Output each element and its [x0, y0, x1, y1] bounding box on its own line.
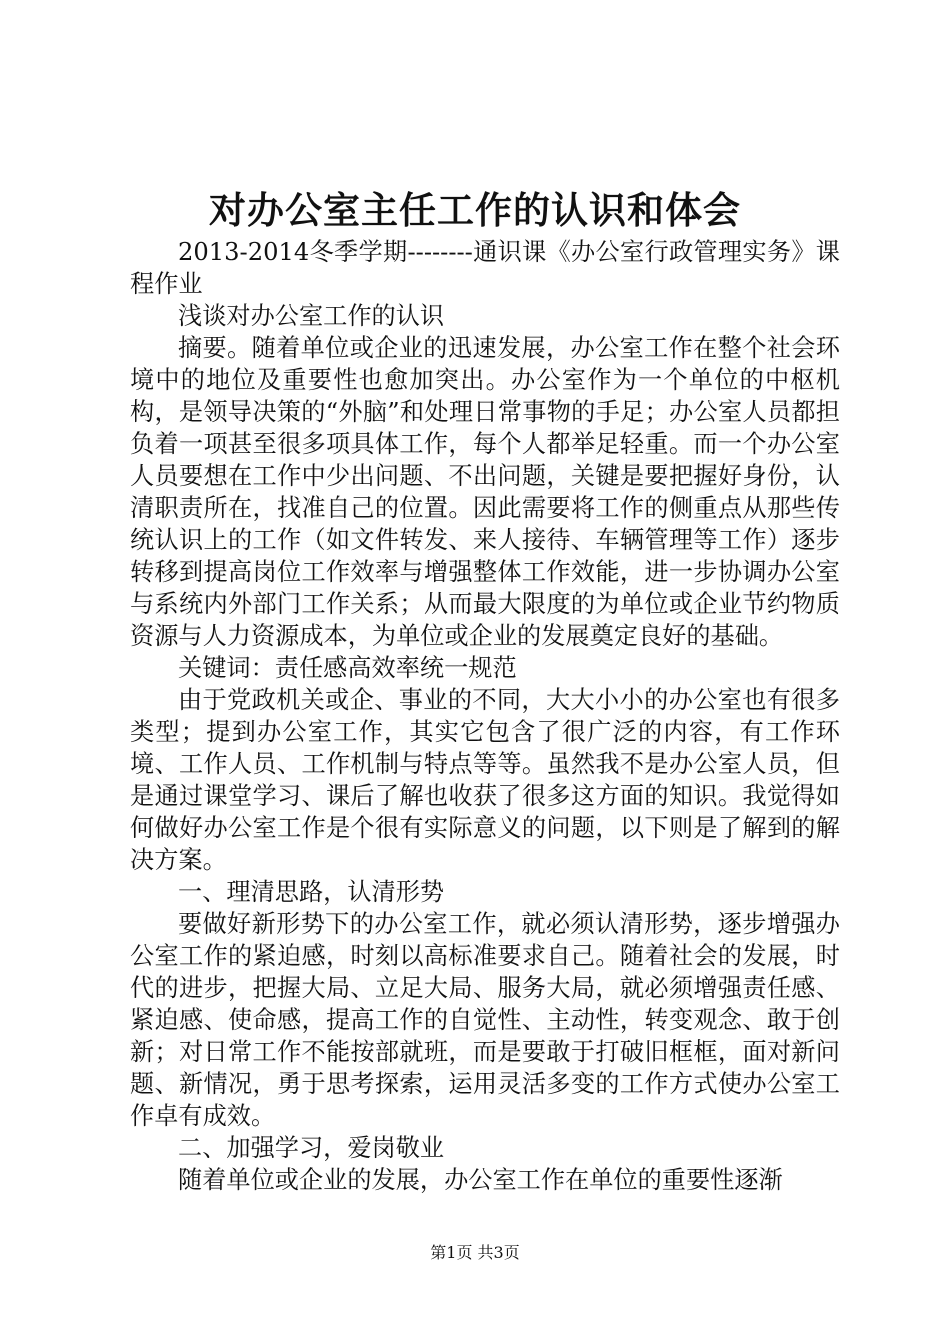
essay-subtitle: 浅谈对办公室工作的认识	[178, 302, 445, 330]
document-title: 对办公室主任工作的认识和体会	[209, 188, 741, 232]
section-heading-1: 一、理清思路，认清形势	[178, 878, 445, 906]
keywords-line: 关键词：责任感高效率统一规范	[178, 654, 517, 682]
page-footer: 第1页 共3页	[430, 1243, 520, 1262]
course-line: 2013-2014冬季学期--------通识课《办公室行政管理实务》课程作业	[130, 238, 840, 298]
section-2-paragraph: 随着单位或企业的发展，办公室工作在单位的重要性逐渐	[178, 1166, 783, 1194]
section-1-paragraph: 要做好新形势下的办公室工作，就必须认清形势，逐步增强办公室工作的紧迫感，时刻以高标准要求自己。随着社会的发展，时代的进步，把握大局、立足大局、服务大局，就必须增强责任感、紧迫感、使命感，提高工作的自觉性、主动性，转变观念、敢于创新；对日常工作不能按部就班，而是要敢于打破旧框框，面对新问题、新情况，勇于思考探索，运用灵活多变的工作方式使办公室工作卓有成效。	[130, 910, 840, 1130]
section-heading-2: 二、加强学习，爱岗敬业	[178, 1134, 445, 1162]
abstract-paragraph: 摘要。随着单位或企业的迅速发展，办公室工作在整个社会环境中的地位及重要性也愈加突出。办公室作为一个单位的中枢机构，是领导决策的“外脑”和处理日常事物的手足；办公室人员都担负着一项甚至很多项具体工作，每个人都举足轻重。而一个办公室人员要想在工作中少出问题、不出问题，关键是要把握好身份，认清职责所在，找准自己的位置。因此需要将工作的侧重点从那些传统认识上的工作（如文件转发、来人接待、车辆管理等工作）逐步转移到提高岗位工作效率与增强整体工作效能，进一步协调办公室与系统内外部门工作关系；从而最大限度的为单位或企业节约物质资源与人力资源成本，为单位或企业的发展奠定良好的基础。	[130, 334, 840, 650]
intro-paragraph: 由于党政机关或企、事业的不同，大大小小的办公室也有很多类型；提到办公室工作，其实它包含了很广泛的内容，有工作环境、工作人员、工作机制与特点等等。虽然我不是办公室人员，但是通过课堂学习、课后了解也收获了很多这方面的知识。我觉得如何做好办公室工作是个很有实际意义的问题，以下则是了解到的解决方案。	[130, 686, 840, 874]
document-body	[130, 236, 840, 1196]
